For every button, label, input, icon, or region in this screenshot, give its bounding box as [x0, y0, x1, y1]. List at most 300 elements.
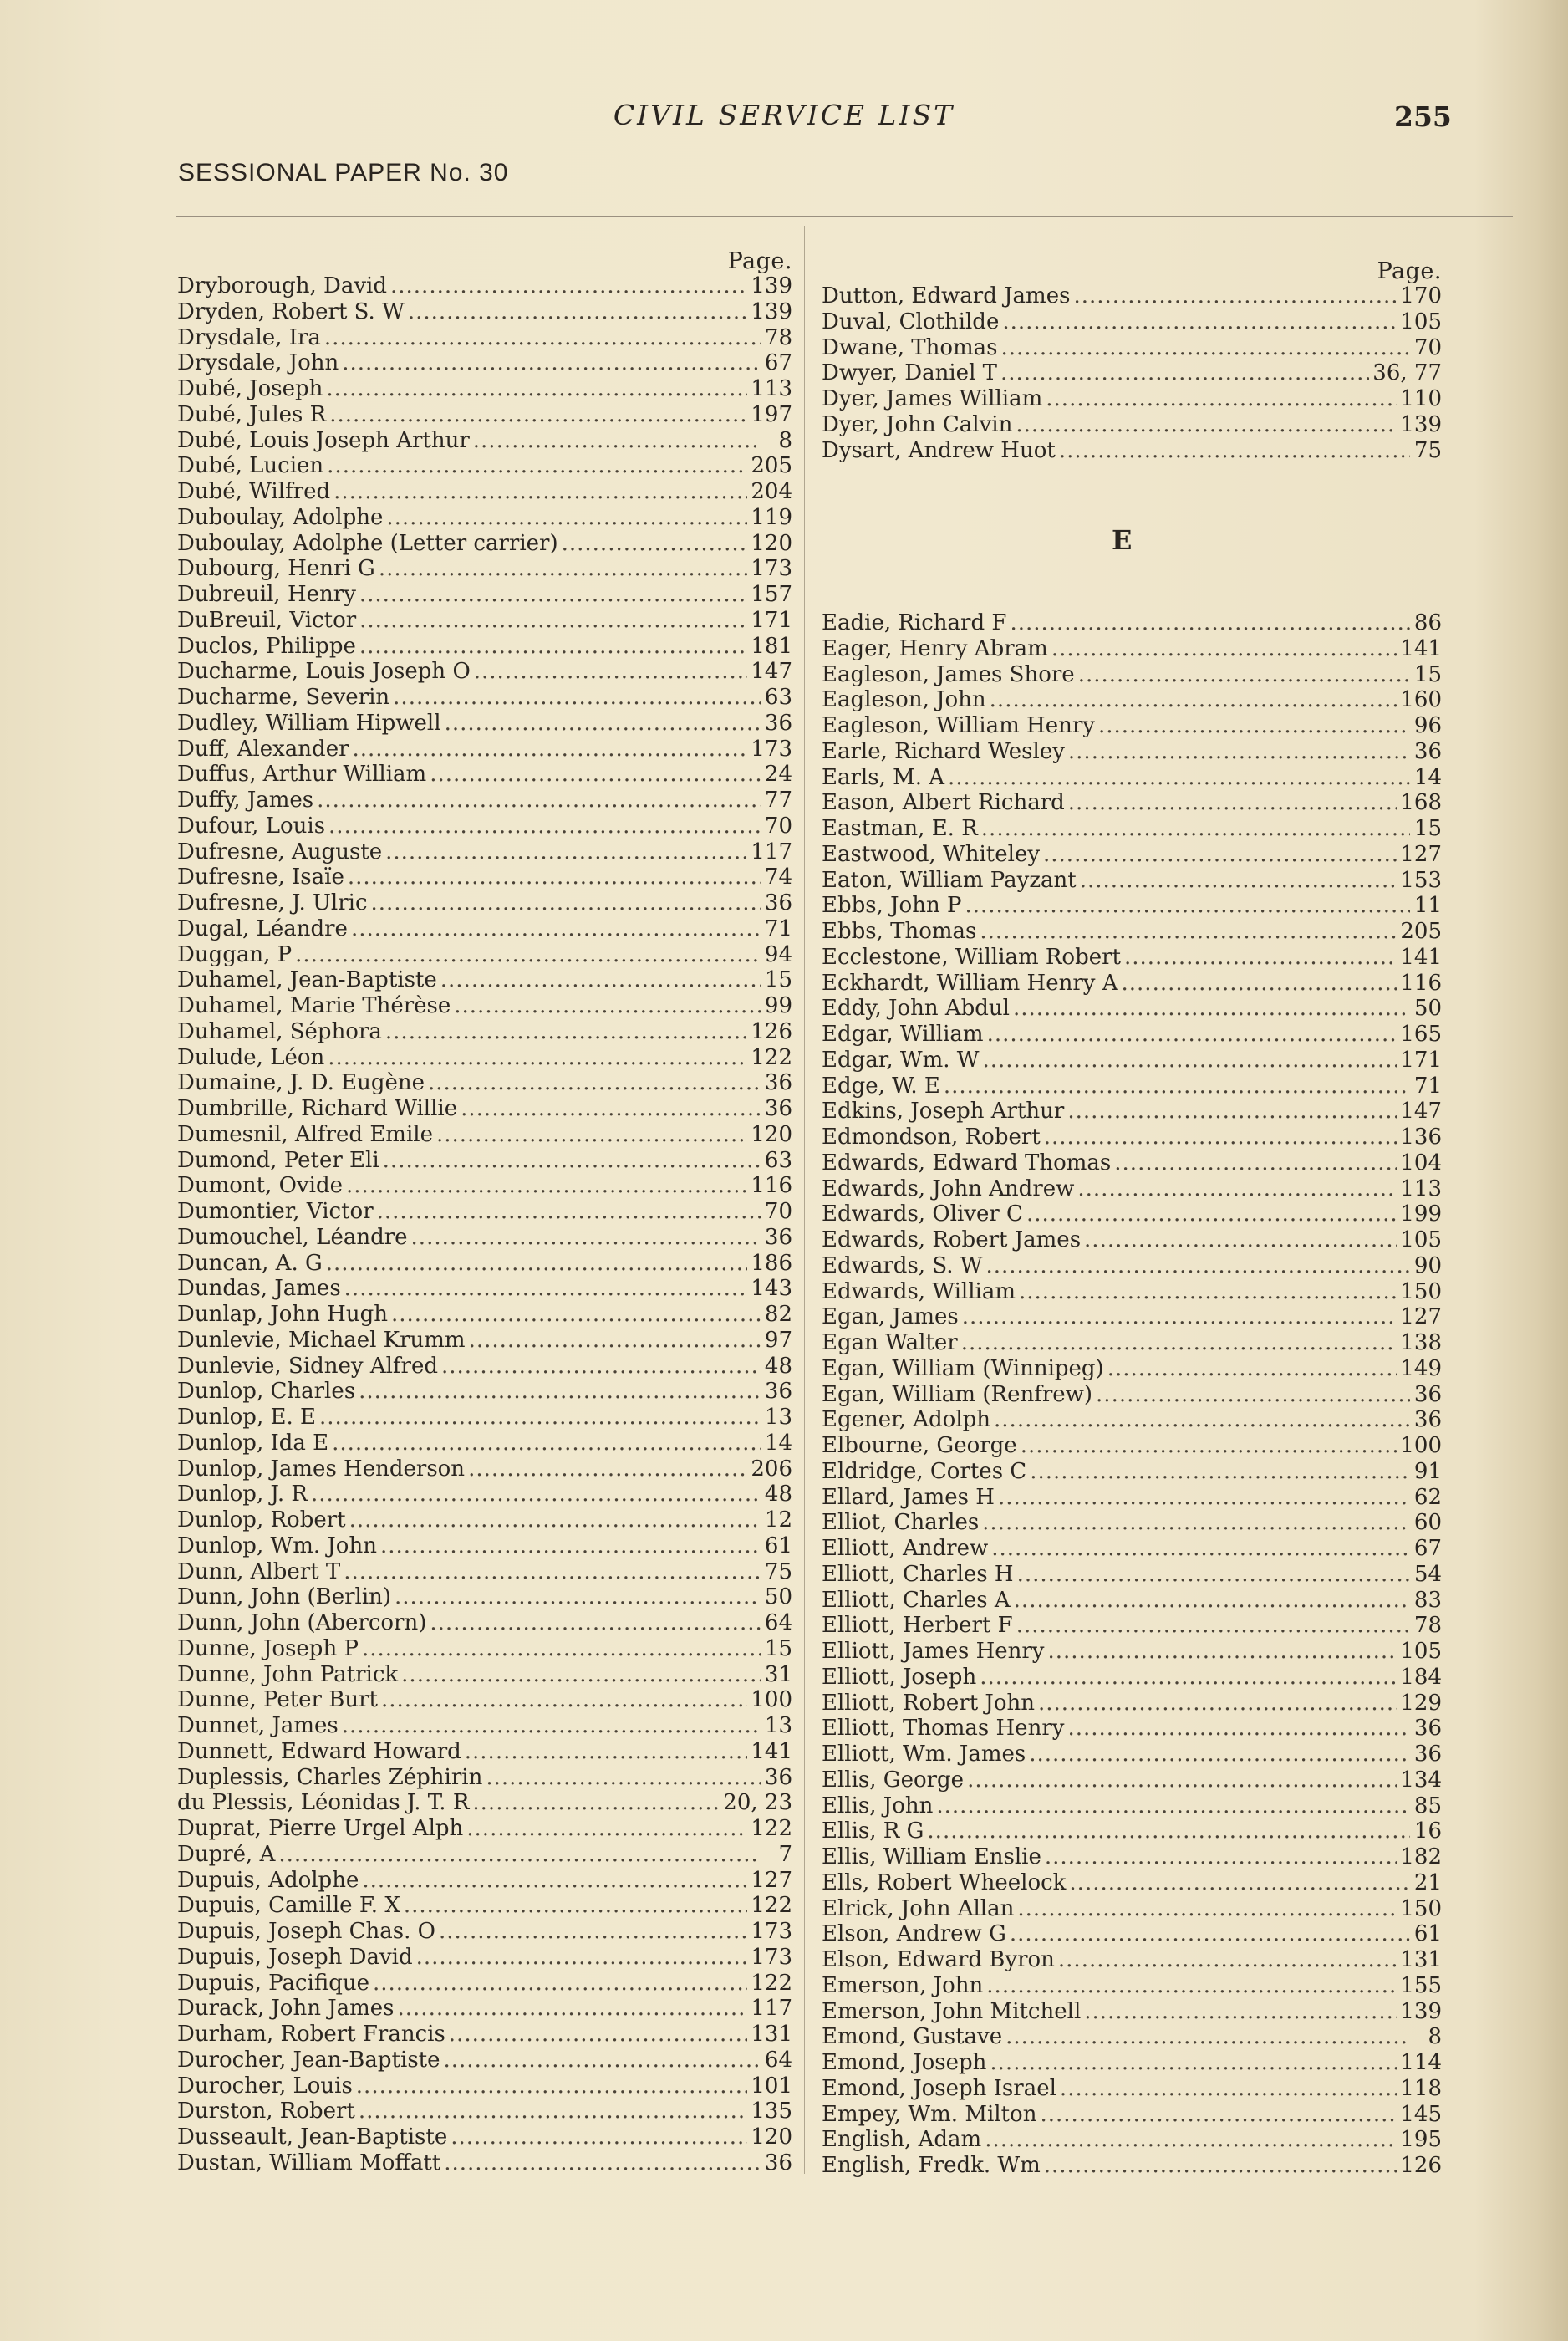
index-entry [177, 453, 792, 479]
entry-name: Ellard, James H [822, 1484, 995, 1510]
index-entry [177, 1431, 792, 1456]
entry-page-number: 101 [751, 2073, 792, 2099]
dot-leader [445, 711, 761, 737]
index-entry [177, 505, 792, 531]
index-entry [822, 1227, 1442, 1253]
dot-leader [385, 1019, 747, 1045]
entry-page-number: 86 [1413, 610, 1442, 635]
dot-leader [1043, 842, 1397, 868]
dot-leader [351, 916, 761, 942]
dot-leader [436, 1122, 747, 1148]
entry-page-number: 50 [764, 1584, 792, 1610]
dot-leader [383, 1148, 761, 1174]
entry-page-number: 36 [764, 890, 792, 915]
entry-name: Egener, Adolph [822, 1407, 991, 1433]
entry-page-number: 67 [764, 350, 792, 376]
entry-page-number: 181 [751, 633, 792, 659]
index-entry [177, 556, 792, 582]
entry-page-number: 105 [1400, 1227, 1442, 1252]
index-entry [822, 1304, 1442, 1330]
index-entry [822, 1973, 1442, 1999]
index-entry [822, 1150, 1442, 1176]
index-entry [822, 1459, 1442, 1485]
entry-page-number: 136 [1400, 1125, 1442, 1150]
dot-leader [359, 1379, 761, 1405]
entry-page-number: 24 [764, 762, 792, 788]
entry-name: Dunne, Peter Burt [177, 1687, 378, 1713]
entry-page-number: 36 [764, 1096, 792, 1121]
entry-page-number: 122 [751, 1970, 792, 1996]
entry-name: Elliott, Robert John [822, 1690, 1035, 1716]
entry-name: Duffy, James [177, 788, 314, 813]
entry-page-number: 36 [1413, 1716, 1442, 1742]
column-divider [804, 226, 805, 2174]
entry-page-number: 61 [1413, 1921, 1442, 1947]
entry-name: Dumesnil, Alfred Emile [177, 1121, 433, 1147]
dot-leader [1046, 386, 1397, 412]
index-entry [177, 1019, 792, 1045]
entry-page-number: 116 [1400, 970, 1442, 996]
entry-page-number: 90 [1413, 1252, 1442, 1278]
entry-page-number: 99 [764, 993, 792, 1018]
index-entry [822, 1407, 1442, 1433]
entry-page-number: 113 [751, 376, 792, 401]
index-entry [822, 893, 1442, 919]
entry-page-number: 71 [1413, 1073, 1442, 1099]
entry-name: Dubé, Louis Joseph Arthur [177, 427, 470, 453]
dot-leader [317, 788, 761, 813]
entry-page-number: 150 [1400, 1895, 1442, 1921]
entry-name: Dysart, Andrew Huot [822, 437, 1056, 463]
index-entry [822, 1844, 1442, 1870]
dot-leader [359, 582, 747, 608]
index-entry [177, 531, 792, 557]
dot-leader [311, 1482, 761, 1507]
dot-leader [486, 1765, 761, 1791]
index-entry [177, 1687, 792, 1713]
dot-leader [468, 1456, 747, 1482]
index-entry [177, 762, 792, 788]
entry-page-number: 165 [1400, 1022, 1442, 1047]
dot-leader [965, 893, 1410, 919]
dot-leader [440, 967, 761, 993]
entry-name: Dupré, A [177, 1841, 276, 1867]
entry-name: Dupuis, Adolphe [177, 1867, 359, 1893]
entry-name: Dutton, Edward James [822, 283, 1071, 309]
entry-page-number: 104 [1400, 1150, 1442, 1176]
index-entry [822, 1870, 1442, 1896]
index-entry [822, 360, 1442, 386]
dot-leader [962, 1304, 1397, 1330]
index-entry [177, 1173, 792, 1199]
index-entry [177, 350, 792, 376]
index-entry [177, 1045, 792, 1071]
entry-page-number: 14 [1413, 764, 1442, 790]
index-entry [177, 1482, 792, 1507]
index-entry [177, 1096, 792, 1122]
dot-leader [344, 1559, 761, 1585]
entry-name: Dupuis, Camille F. X [177, 1893, 400, 1919]
entry-page-number: 36 [1413, 1407, 1442, 1433]
dot-leader [1002, 309, 1397, 335]
index-entry [177, 1893, 792, 1919]
entry-page-number: 36 [1413, 738, 1442, 764]
index-entry [822, 610, 1442, 636]
index-entry [822, 1485, 1442, 1511]
dot-leader [985, 2127, 1397, 2153]
entry-name: English, Adam [822, 2127, 982, 2153]
entry-page-number: 36 [764, 2150, 792, 2175]
entry-name: Elliott, James Henry [822, 1639, 1045, 1664]
entry-name: Ellis, William Enslie [822, 1844, 1041, 1869]
index-entry [177, 1533, 792, 1559]
entry-page-number: 127 [751, 1867, 792, 1893]
entry-name: Ells, Robert Wheelock [822, 1869, 1067, 1895]
dot-leader [936, 1793, 1410, 1819]
index-entry [177, 890, 792, 916]
dot-leader [386, 505, 747, 531]
entry-page-number: 83 [1413, 1587, 1442, 1613]
dot-leader [1030, 1459, 1410, 1485]
entry-name: Elliot, Charles [822, 1510, 980, 1536]
index-entry [822, 1201, 1442, 1227]
entry-name: Emond, Gustave [822, 2024, 1003, 2050]
entry-page-number: 36 [1413, 1381, 1442, 1407]
index-entry [822, 1613, 1442, 1639]
index-entry [177, 1302, 792, 1328]
entry-page-number: 61 [764, 1533, 792, 1558]
entry-page-number: 50 [1413, 996, 1442, 1022]
dot-leader [326, 376, 747, 402]
entry-name: Duplessis, Charles Zéphirin [177, 1764, 483, 1790]
index-entry [822, 816, 1442, 842]
dot-leader [1019, 1279, 1397, 1305]
index-entry [822, 2050, 1442, 2076]
entry-name: Earle, Richard Wesley [822, 738, 1065, 764]
entry-page-number: 134 [1400, 1767, 1442, 1793]
dot-leader [461, 1096, 761, 1122]
index-entry [822, 1176, 1442, 1202]
index-entry [177, 839, 792, 865]
dot-leader [444, 2150, 761, 2176]
index-list-right-e [822, 610, 1442, 2179]
dot-leader [444, 2048, 761, 2073]
dot-leader [466, 1816, 747, 1842]
index-entry [822, 1639, 1442, 1665]
entry-page-number: 141 [751, 1738, 792, 1764]
entry-name: Egan, James [822, 1304, 959, 1330]
index-list-right-d [822, 283, 1442, 463]
index-entry [177, 2022, 792, 2048]
entry-page-number: 48 [764, 1482, 792, 1507]
dot-leader [348, 864, 761, 890]
index-entry [177, 942, 792, 968]
entry-name: Egan Walter [822, 1330, 958, 1355]
index-entry [177, 1765, 792, 1791]
entry-page-number: 147 [751, 659, 792, 685]
entry-name: Dumontier, Victor [177, 1199, 374, 1224]
dot-leader [395, 1584, 761, 1610]
entry-name: Earls, M. A [822, 764, 945, 790]
entry-page-number: 160 [1400, 687, 1442, 713]
dot-leader [927, 1818, 1410, 1844]
entry-name: Egan, William (Renfrew) [822, 1381, 1093, 1407]
dot-leader [991, 1536, 1410, 1562]
entry-page-number: 126 [751, 1018, 792, 1044]
index-entry [822, 1279, 1442, 1305]
entry-name: Durston, Robert [177, 2099, 355, 2124]
entry-page-number: 15 [764, 967, 792, 993]
entry-name: Drysdale, John [177, 350, 339, 376]
entry-page-number: 70 [1413, 334, 1442, 360]
index-entry [822, 1022, 1442, 1048]
entry-name: Dunn, Albert T [177, 1558, 341, 1584]
dot-leader [1016, 1613, 1410, 1639]
entry-name: Eason, Albert Richard [822, 790, 1065, 816]
index-entry [822, 1665, 1442, 1691]
entry-name: Duval, Clothilde [822, 309, 1000, 334]
dot-leader [983, 1048, 1397, 1074]
index-entry [822, 1356, 1442, 1382]
index-entry [177, 273, 792, 299]
index-entry [822, 765, 1442, 791]
index-entry [822, 1767, 1442, 1793]
entry-name: Eastwood, Whiteley [822, 841, 1041, 867]
entry-name: Duprat, Pierre Urgel Alph [177, 1816, 464, 1841]
dot-leader [1069, 1870, 1410, 1896]
dot-leader [332, 1431, 761, 1456]
dot-leader [982, 1510, 1410, 1536]
entry-page-number: 171 [751, 607, 792, 633]
entry-page-number: 105 [1400, 1639, 1442, 1664]
entry-page-number: 197 [751, 401, 792, 427]
index-entry [822, 1793, 1442, 1819]
index-entry [822, 335, 1442, 361]
index-entry [177, 1636, 792, 1662]
entry-name: Dubé, Jules R [177, 401, 327, 427]
dot-leader [328, 1045, 747, 1071]
entry-page-number: 36 [764, 1379, 792, 1405]
index-entry [822, 868, 1442, 894]
entry-name: Duncan, A. G [177, 1250, 323, 1276]
dot-leader [329, 402, 747, 428]
entry-page-number: 141 [1400, 635, 1442, 661]
entry-page-number: 182 [1400, 1844, 1442, 1869]
dot-leader [981, 816, 1410, 842]
index-entry [822, 687, 1442, 713]
entry-page-number: 15 [1413, 816, 1442, 841]
entry-page-number: 8 [778, 427, 792, 453]
index-entry [177, 2124, 792, 2150]
entry-page-number: 8 [1428, 2024, 1442, 2050]
index-entry [177, 402, 792, 428]
entry-page-number: 70 [764, 1199, 792, 1224]
index-entry [822, 1125, 1442, 1150]
entry-name: Dupuis, Joseph Chas. O [177, 1919, 435, 1944]
dot-leader [1073, 283, 1397, 309]
dot-leader [1029, 1742, 1410, 1767]
entry-name: Duhamel, Jean-Baptiste [177, 967, 437, 993]
entry-page-number: 122 [751, 1816, 792, 1841]
sessional-paper-label: SESSIONAL PAPER No. 30 [178, 159, 509, 186]
dot-leader [385, 839, 747, 865]
entry-name: Dryborough, David [177, 273, 387, 298]
entry-page-number: 205 [751, 453, 792, 479]
entry-name: Ellis, R G [822, 1818, 924, 1844]
entry-name: Ducharme, Severin [177, 685, 390, 710]
index-entry [177, 1919, 792, 1945]
dot-leader [1017, 1562, 1410, 1588]
index-entry [822, 1947, 1442, 1973]
entry-name: Elson, Edward Byron [822, 1947, 1055, 1972]
index-entry [177, 608, 792, 634]
index-entry [177, 1996, 792, 2022]
entry-name: Durham, Robert Francis [177, 2022, 445, 2047]
index-entry [822, 1588, 1442, 1614]
dot-leader [390, 273, 747, 299]
index-entry [822, 1330, 1442, 1356]
dot-leader [449, 2022, 748, 2048]
index-entry [822, 919, 1442, 945]
entry-name: Egan, William (Winnipeg) [822, 1355, 1104, 1381]
entry-name: Dufresne, Auguste [177, 839, 383, 864]
page-column-label: Page. [1377, 258, 1442, 284]
dot-leader [1058, 1947, 1397, 1973]
dot-leader [342, 1713, 761, 1739]
entry-page-number: 75 [1413, 437, 1442, 463]
entry-name: Ebbs, Thomas [822, 919, 977, 944]
dot-leader [333, 479, 747, 505]
dot-leader [1084, 1227, 1397, 1253]
dot-leader [1044, 1125, 1397, 1150]
entry-name: Dumond, Peter Eli [177, 1147, 379, 1173]
entry-page-number: 186 [751, 1250, 792, 1276]
dot-leader [328, 813, 761, 839]
dot-leader [1096, 1382, 1410, 1408]
dot-leader [411, 1225, 761, 1251]
index-entry [177, 634, 792, 660]
index-entry [822, 971, 1442, 997]
index-entry [177, 1354, 792, 1380]
dot-leader [1044, 2153, 1397, 2179]
entry-name: Eldridge, Cortes C [822, 1458, 1027, 1484]
index-entry [177, 1842, 792, 1868]
entry-page-number: 122 [751, 1044, 792, 1070]
entry-page-number: 77 [764, 788, 792, 813]
entry-name: Edkins, Joseph Arthur [822, 1099, 1065, 1125]
entry-name: Ellis, John [822, 1793, 934, 1818]
entry-name: Eagleson, John [822, 687, 986, 713]
index-entry [177, 1713, 792, 1739]
dot-leader [1124, 945, 1397, 971]
index-entry [177, 1405, 792, 1431]
dot-leader [430, 1610, 761, 1636]
index-entry [177, 1584, 792, 1610]
entry-name: Ducharme, Louis Joseph O [177, 659, 471, 685]
entry-page-number: 36 [764, 1764, 792, 1790]
index-entry [822, 2153, 1442, 2179]
entry-name: Elliott, Thomas Henry [822, 1716, 1065, 1742]
entry-name: Dunlop, Wm. John [177, 1533, 377, 1558]
dot-leader [344, 1276, 748, 1302]
entry-page-number: 36, 77 [1372, 360, 1442, 386]
entry-name: Eckhardt, William Henry A [822, 970, 1118, 996]
entry-page-number: 11 [1413, 893, 1442, 919]
entry-name: Edwards, Edward Thomas [822, 1150, 1112, 1176]
index-entry [177, 2048, 792, 2073]
dot-leader [473, 428, 761, 454]
dot-leader [1010, 1921, 1410, 1947]
index-entry [177, 1971, 792, 1997]
index-entry [822, 1433, 1442, 1459]
right-column-top [822, 248, 1442, 463]
index-entry [177, 1225, 792, 1251]
entry-name: Dwyer, Daniel T [822, 360, 997, 386]
entry-page-number: 75 [764, 1558, 792, 1584]
entry-page-number: 117 [751, 839, 792, 864]
entry-name: Dunlop, Ida E [177, 1430, 329, 1456]
entry-name: du Plessis, Léonidas J. T. R [177, 1790, 470, 1816]
entry-name: Dyer, John Calvin [822, 411, 1013, 437]
entry-page-number: 63 [764, 685, 792, 710]
entry-name: Dubreuil, Henry [177, 582, 356, 607]
entry-name: Emond, Joseph [822, 2050, 987, 2075]
entry-name: Dusseault, Jean-Baptiste [177, 2124, 448, 2150]
entry-page-number: 139 [751, 298, 792, 324]
dot-leader [404, 1893, 748, 1919]
entry-name: Elrick, John Allan [822, 1895, 1015, 1921]
dot-leader [990, 2050, 1397, 2076]
index-entry [177, 659, 792, 685]
entry-page-number: 120 [751, 530, 792, 556]
dot-leader [342, 350, 761, 376]
index-entry [822, 283, 1442, 309]
entry-page-number: 97 [764, 1327, 792, 1353]
entry-page-number: 120 [751, 2124, 792, 2150]
entry-name: Dunlevie, Sidney Alfred [177, 1353, 438, 1379]
entry-page-number: 91 [1413, 1458, 1442, 1484]
entry-page-number: 74 [764, 864, 792, 890]
dot-leader [1045, 1844, 1397, 1870]
index-entry [177, 685, 792, 711]
entry-name: Dunlevie, Michael Krumm [177, 1327, 466, 1353]
index-entry [177, 479, 792, 505]
entry-page-number: 153 [1400, 867, 1442, 893]
index-entry [822, 2076, 1442, 2102]
entry-page-number: 157 [751, 582, 792, 607]
entry-page-number: 173 [751, 736, 792, 762]
entry-page-number: 78 [1413, 1613, 1442, 1639]
index-entry [177, 1610, 792, 1636]
entry-page-number: 78 [764, 324, 792, 350]
right-column-bottom [822, 610, 1442, 2179]
entry-page-number: 36 [764, 1070, 792, 1096]
dot-leader [961, 1330, 1397, 1356]
index-entry [177, 376, 792, 402]
dot-leader [1068, 739, 1410, 765]
entry-page-number: 70 [764, 813, 792, 839]
entry-name: Duclos, Philippe [177, 633, 356, 659]
index-entry [177, 299, 792, 325]
entry-page-number: 168 [1400, 790, 1442, 816]
dot-leader [441, 1354, 761, 1380]
dot-leader [380, 1533, 761, 1559]
dot-leader [1016, 412, 1397, 438]
index-entry [177, 325, 792, 351]
entry-name: Dunn, John (Berlin) [177, 1584, 392, 1610]
entry-name: Duhamel, Séphora [177, 1018, 382, 1044]
index-entry [822, 1818, 1442, 1844]
